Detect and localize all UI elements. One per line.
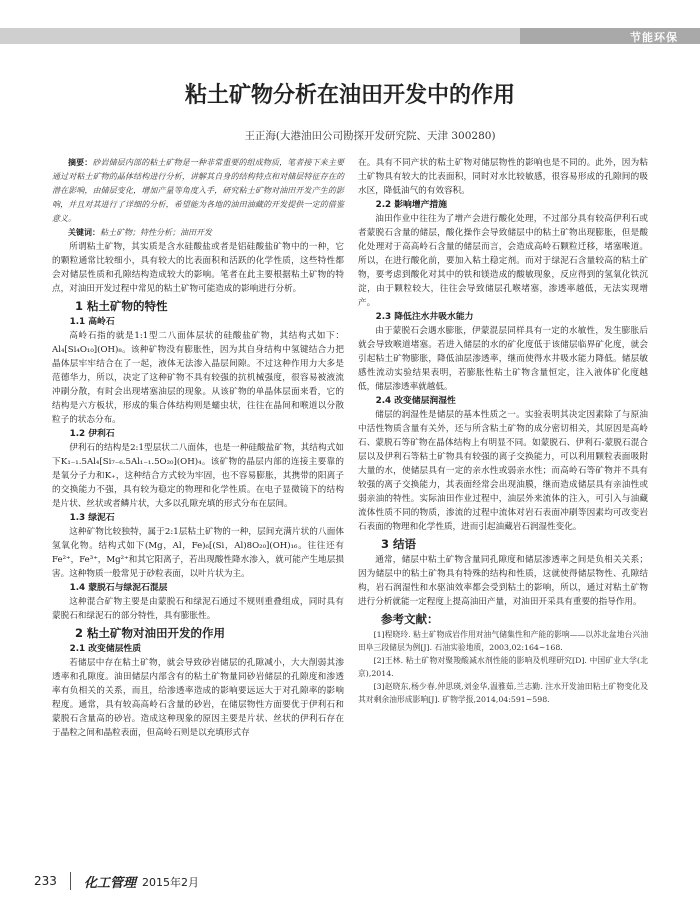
paragraph-2-3: 由于蒙脱石会遇水膨胀，伊蒙混层同样具有一定的水敏性，发生膨胀后就会导致喉道堵塞。若进入储层的水的矿化度低于该储层临界矿化度，就会引起粘土矿物膨胀，降低油层渗透率，继而使得水井吸水能力降低。储层敏感性流动实验结果表明，若膨胀性粘土矿物含量恒定，注入液体矿化度越低，储层渗透率就越低。 <box>358 326 648 392</box>
keywords-text: 粘土矿物；特性分析；油田开发 <box>100 228 212 237</box>
heading-1-1: 1.1 高岭石 <box>69 317 115 327</box>
paragraph-2-4: 储层的润湿性是储层的基本性质之一。实验表明其决定因素除了与原油中活性物质含量有关外，还与所含粘土矿物的成分密切相关，其原因是高岭石、蒙脱石等矿物在晶体结构上有明显不同。如蒙脱石、伊利石-蒙脱石混合层以及伊利石等粘土矿物具有较强的离子交换能力，可以利用颗粒表面吸附大量的水，使储层具有一定的亲水性或弱亲水性；而高岭石等矿物并不具有较强的离子交换能力，其表面经常会出现油膜，继而造成储层具有亲油性或弱亲油的特性。实际油田作业过程中，油层外来流体的注入，可引入与油藏流体性质不同的物质，渗流的过程中流体对岩石表面冲刷等因素均可改变岩石表面的物理和化学性质，进而引起油藏岩石润湿性变化。 <box>358 410 648 532</box>
page-footer <box>0 868 700 898</box>
heading-section-1: 1 粘土矿物的特性 <box>75 299 168 313</box>
section-banner <box>0 0 700 44</box>
abstract-text: 砂岩储层内部的粘土矿物是一种非常重要的组成物质，笔者接下来主要通过对粘土矿物的晶体结构进行分析，讲解其自身的结构特点和对储层特征存在的潜在影响，由储层变化，增加产量等角度入手，研究粘土矿物对油田开发产生的影响，并且对其进行了详细的分析，希望能为各地的油田油藏的开发提供一定的借鉴意义。 <box>52 158 345 223</box>
intro-paragraph: 所谓粘土矿物，其实质是含水硅酸盐或者是铝硅酸盐矿物中的一种，它的颗粒通常比较细小，具有较大的比表面积和活跃的化学性质，这些特性都会对储层性质和孔隙结构造成较大的影响。笔者在此主要根据粘土矿物的特点，对油田开发过程中常见的粘土矿物可能造成的影响进行分析。 <box>52 242 344 294</box>
paragraph-2-2: 油田作业中往往为了增产会进行酸化处理，不过部分具有较高伊利石或者蒙脱石含量的储层，酸化操作会导致储层中的粘土矿物出现膨胀，但是酸化处理对于高高岭石含量的储层而言，会造成高岭石颗粒迁移，堵塞喉道。所以，在进行酸化前，要加入粘土稳定剂。而对于绿泥石含量较高的粘土矿物，要考虑到酸化对其中的铁和镁造成的酸敏现象，反应得到的氢氧化铁沉淀，由于颗粒较大，往往会导致储层孔喉堵塞，渗透率越低，无法实现增产。 <box>358 214 648 308</box>
paragraph-1-3: 这种矿物比较独特，属于2:1层粘土矿物的一种，层间充满片状的八面体氢氧化物。结构式如下(Mg，Al，Fe)₆[(Si，Al)8O₂₀](OH)₁₆。往往还有Fe²⁺，Fe³⁺，Mg²⁺和其它阳离子，若出现酸性降水渗入，就可能产生地层损害。这种物质一般常见于砂粒表面，以叶片状为主。 <box>52 527 344 579</box>
issue-date: 2015年2月 <box>142 876 199 889</box>
keywords-label: 关键词： <box>68 228 100 237</box>
reference-item: [2]王林. 粘土矿物对聚羧酸减水剂性能的影响及机理研究[D]. 中国矿业大学(北京),2014. <box>358 656 648 678</box>
left-column <box>52 156 344 740</box>
heading-2-2: 2.2 影响增产措施 <box>375 200 448 210</box>
right-column <box>358 156 648 706</box>
paragraph-1-4: 这种混合矿物主要是由蒙脱石和绿泥石通过不规则重叠组成，同时具有蒙脱石和绿泥石的部分特性，具有膨胀性。 <box>52 597 344 621</box>
references-heading: 参考文献： <box>381 612 439 626</box>
paragraph-1-2: 伊利石的结构是2:1型层状二八面体，也是一种硅酸盐矿物，其结构式如下K₁₋₁.5Al₄[Si₇₋₆.5Al₁₋₁.5O₂₀](OH)₄。该矿物的晶层内部的连接主要靠的是氧分子力和K₊，这种结合方式较为牢固，也不容易膨胀，其携带的阳离子的交换能力不强，具有较为稳定的物理和化学性质。在电子显微镜下的结构是片状、丝状或者鳞片状，大多以孔隙充填的形式分布在层间。 <box>52 443 344 509</box>
footer-divider <box>70 872 71 890</box>
paragraph-2-1: 若储层中存在粘土矿物，就会导致砂岩储层的孔隙减小，大大削弱其渗透率和孔隙度。油田储层内部含有的粘土矿物量同砂岩储层的孔隙度和渗透率有负相关的关系，而且，给渗透率造成的影响要远远大于对孔隙率的影响程度。通常，具有较高高岭石含量的砂岩，在储层物性方面要优于伊利石和蒙脱石含量高的砂岩。造成这种现象的原因主要是片状、丝状的伊利石存在于晶粒之间和晶粒表面，但高岭石则是以充填形式存 <box>52 658 344 738</box>
journal-name: 化工管理 <box>84 876 137 891</box>
page-number: 233 <box>34 874 57 888</box>
abstract-label: 摘要： <box>68 158 93 167</box>
reference-item: [1]程晓玲. 粘土矿物成岩作用对油气储集性和产能的影响——以苏北盆地台兴油田阜三段储层为例[J]. 石油实验地质，2003,02:164~168. <box>358 630 648 652</box>
heading-2-3: 2.3 降低注水井吸水能力 <box>375 312 474 322</box>
paragraph-2-1-continued: 在。具有不同产状的粘土矿物对储层物性的影响也是不同的。此外，因为粘土矿物具有较大的比表面积，同时对水比较敏感，很容易形成的孔隙间的吸水区，降低油气的有效容积。 <box>358 158 648 196</box>
author-line: 王正海(大港油田公司勘探开发研究院、天津 300280) <box>244 130 496 142</box>
heading-1-2: 1.2 伊利石 <box>69 429 115 439</box>
heading-section-3: 3 结语 <box>381 537 417 551</box>
heading-2-4: 2.4 改变储层润湿性 <box>375 396 456 406</box>
keywords <box>52 226 344 240</box>
heading-1-4: 1.4 蒙脱石与绿泥石混层 <box>69 583 168 593</box>
section-tag: 节能环保 <box>630 31 678 44</box>
article-title: 粘土矿物分析在油田开发中的作用 <box>184 83 515 108</box>
reference-item: [3]赵晓东,杨少春,仲思瑛,刘金华,温雅茹,兰志勤. 注水开发油田粘土矿物变化及其对剩余油形成影响[J]. 矿物学报,2014,04:591~598. <box>358 682 648 704</box>
paragraph-1-1: 高岭石指的就是1:1型二八面体层状的硅酸盐矿物，其结构式如下：Al₄[Si₄O₁₀](OH)₈。该种矿物没有膨胀性，因为其自身结构中氢键结合力把晶体层牢牢结合在了一起，液体无法渗入晶层间隙。不过这种作用力大多是范德华力，所以，决定了这种矿物不具有较强的抗机械强度，很容易被液流冲刷分散，有时会出现堵塞油层的现象。从该矿物的单晶体层面来看，它的结构是六方板状，形成的集合体结构则是蠕虫状，往往在晶间和喉道以分散粒子的状态分布。 <box>52 331 344 425</box>
heading-2-1: 2.1 改变储层性质 <box>69 644 142 654</box>
heading-1-3: 1.3 绿泥石 <box>69 513 115 523</box>
abstract <box>52 156 344 226</box>
paragraph-3: 通常，储层中粘土矿物含量同孔隙度和储层渗透率之间是负相关关系；因为储层中的粘土矿物具有特殊的结构和性质，这就使得储层物性、孔隙结构，岩石润湿性和水驱油效率都会受到粘土的影响，所以，通过对粘土矿物进行分析就能一定程度上提高油田产量，对油田开采具有重要的指导作用。 <box>358 555 648 607</box>
references-list <box>358 628 648 706</box>
heading-section-2: 2 粘土矿物对油田开发的作用 <box>75 626 226 640</box>
